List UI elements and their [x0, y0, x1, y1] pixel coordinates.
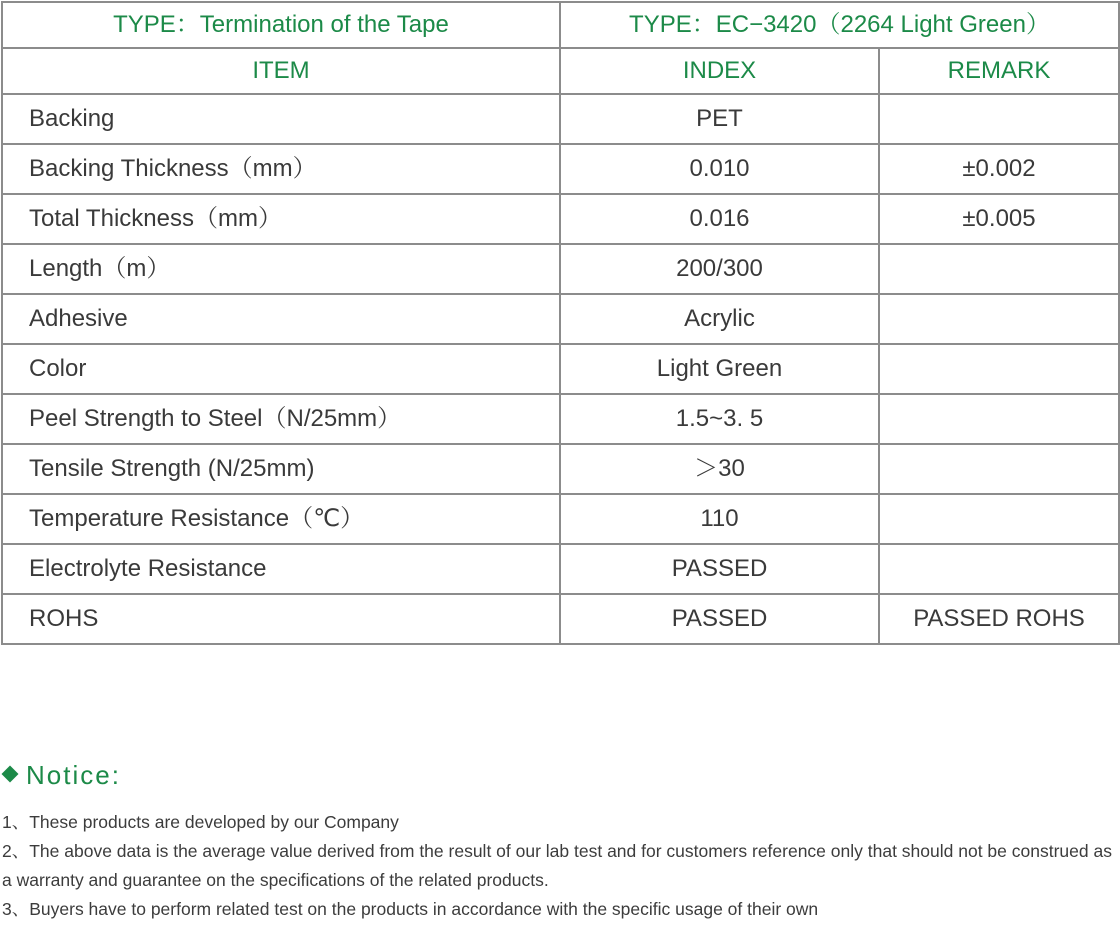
index-cell: 200/300	[560, 244, 879, 294]
table-row	[2, 244, 1119, 294]
remark-cell	[879, 544, 1119, 594]
item-cell: Tensile Strength (N/25mm)	[2, 444, 560, 494]
notice-heading	[4, 760, 121, 791]
index-cell: Acrylic	[560, 294, 879, 344]
table-row	[2, 294, 1119, 344]
index-cell: 0.010	[560, 144, 879, 194]
item-cell: Electrolyte Resistance	[2, 544, 560, 594]
notice-list	[2, 808, 1116, 924]
col-header-remark: REMARK	[879, 48, 1119, 94]
table-row	[2, 344, 1119, 394]
col-header-item: ITEM	[2, 48, 560, 94]
remark-cell: ±0.002	[879, 144, 1119, 194]
type-right-cell: TYPE：EC−3420（2264 Light Green）	[560, 2, 1119, 48]
table-row	[2, 494, 1119, 544]
type-left-cell: TYPE：Termination of the Tape	[2, 2, 560, 48]
index-cell: Light Green	[560, 344, 879, 394]
remark-cell: PASSED ROHS	[879, 594, 1119, 644]
diamond-icon	[2, 766, 19, 783]
index-cell: 0.016	[560, 194, 879, 244]
table-row	[2, 394, 1119, 444]
remark-cell	[879, 344, 1119, 394]
item-cell: Peel Strength to Steel（N/25mm）	[2, 394, 560, 444]
remark-cell	[879, 494, 1119, 544]
table-row	[2, 194, 1119, 244]
table-row	[2, 594, 1119, 644]
spec-table	[1, 1, 1120, 645]
item-cell: Length（m）	[2, 244, 560, 294]
item-cell: Color	[2, 344, 560, 394]
table-row	[2, 544, 1119, 594]
index-cell: PET	[560, 94, 879, 144]
notice-item: 1、These products are developed by our Company	[2, 812, 399, 832]
column-header-row	[2, 48, 1119, 94]
item-cell: Temperature Resistance（℃）	[2, 494, 560, 544]
index-cell: PASSED	[560, 544, 879, 594]
index-cell: 110	[560, 494, 879, 544]
remark-cell	[879, 94, 1119, 144]
item-cell: Total Thickness（mm）	[2, 194, 560, 244]
index-cell: 1.5~3. 5	[560, 394, 879, 444]
notice-item: 3、Buyers have to perform related test on the products in accordance with the specific usage of their own	[2, 899, 819, 919]
table-row	[2, 444, 1119, 494]
remark-cell	[879, 244, 1119, 294]
type-header-row	[2, 2, 1119, 48]
table-row	[2, 94, 1119, 144]
index-cell: ＞30	[560, 444, 879, 494]
item-cell: Backing Thickness（mm）	[2, 144, 560, 194]
remark-cell	[879, 294, 1119, 344]
notice-title: Notice:	[26, 760, 121, 790]
notice-item: 2、The above data is the average value derived from the result of our lab test and for customers reference only that should not be construed as a warranty and guarantee on the specifications of the related products.	[2, 841, 1112, 890]
item-cell: Adhesive	[2, 294, 560, 344]
remark-cell	[879, 394, 1119, 444]
item-cell: Backing	[2, 94, 560, 144]
table-row	[2, 144, 1119, 194]
index-cell: PASSED	[560, 594, 879, 644]
col-header-index: INDEX	[560, 48, 879, 94]
item-cell: ROHS	[2, 594, 560, 644]
remark-cell: ±0.005	[879, 194, 1119, 244]
remark-cell	[879, 444, 1119, 494]
